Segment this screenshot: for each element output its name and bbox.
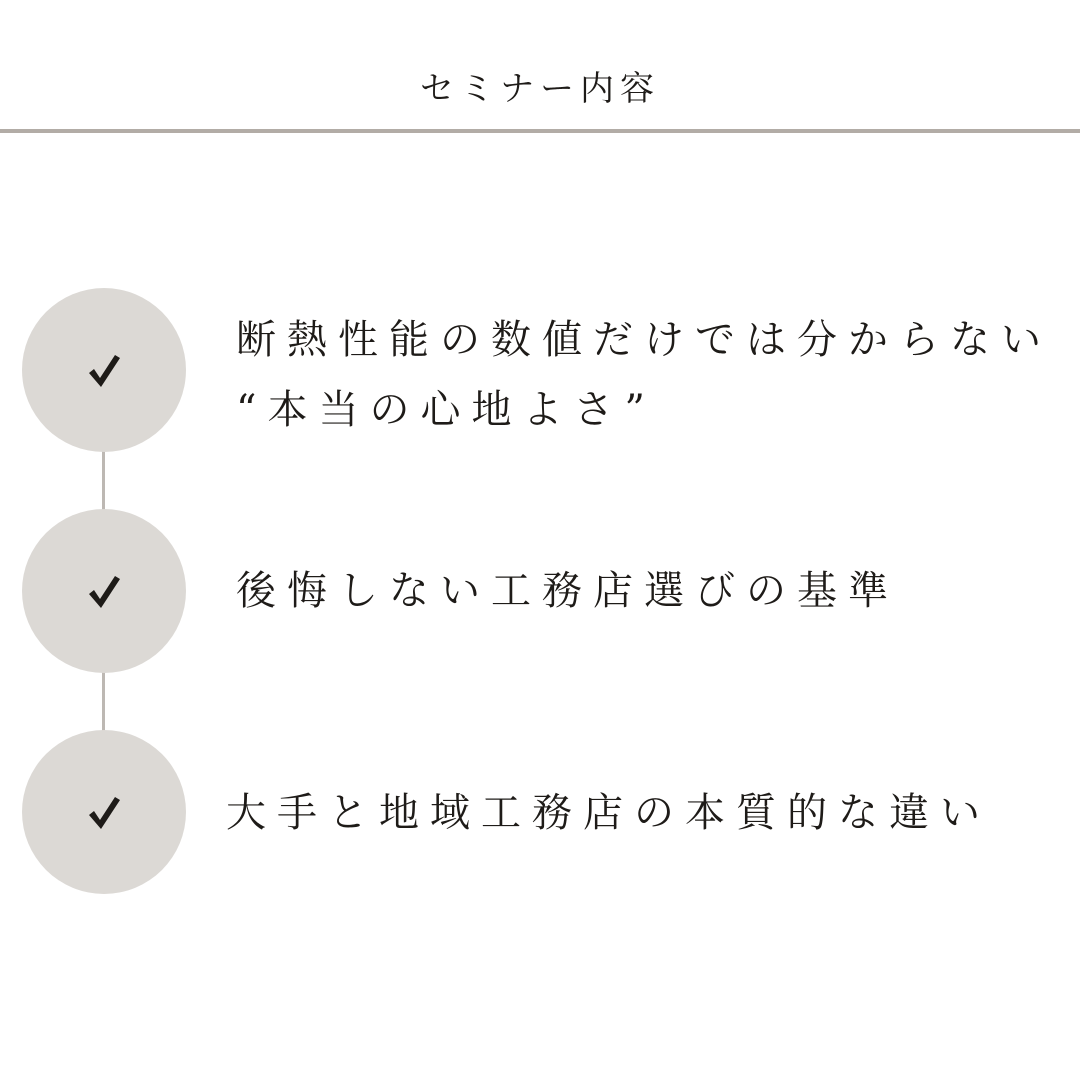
item-text-line: 大手と地域工務店の本質的な違い xyxy=(226,790,991,836)
check-circle xyxy=(22,730,186,894)
check-icon xyxy=(84,792,124,832)
page-title: セミナー内容 xyxy=(420,69,660,109)
item-text-line: 断熱性能の数値だけでは分からない xyxy=(236,317,1052,363)
item-text xyxy=(236,556,899,626)
check-icon xyxy=(84,350,124,390)
item-text-line: “本当の心地よさ” xyxy=(236,387,656,433)
check-circle xyxy=(22,509,186,673)
item-text xyxy=(226,778,991,848)
check-icon xyxy=(84,571,124,611)
list-item xyxy=(0,730,1080,900)
check-circle xyxy=(22,288,186,452)
header xyxy=(0,0,1080,131)
item-text-line: 後悔しない工務店選びの基準 xyxy=(236,568,899,614)
header-divider xyxy=(0,129,1080,133)
item-text xyxy=(236,305,1052,445)
list-item xyxy=(0,509,1080,679)
list-item xyxy=(0,288,1080,458)
